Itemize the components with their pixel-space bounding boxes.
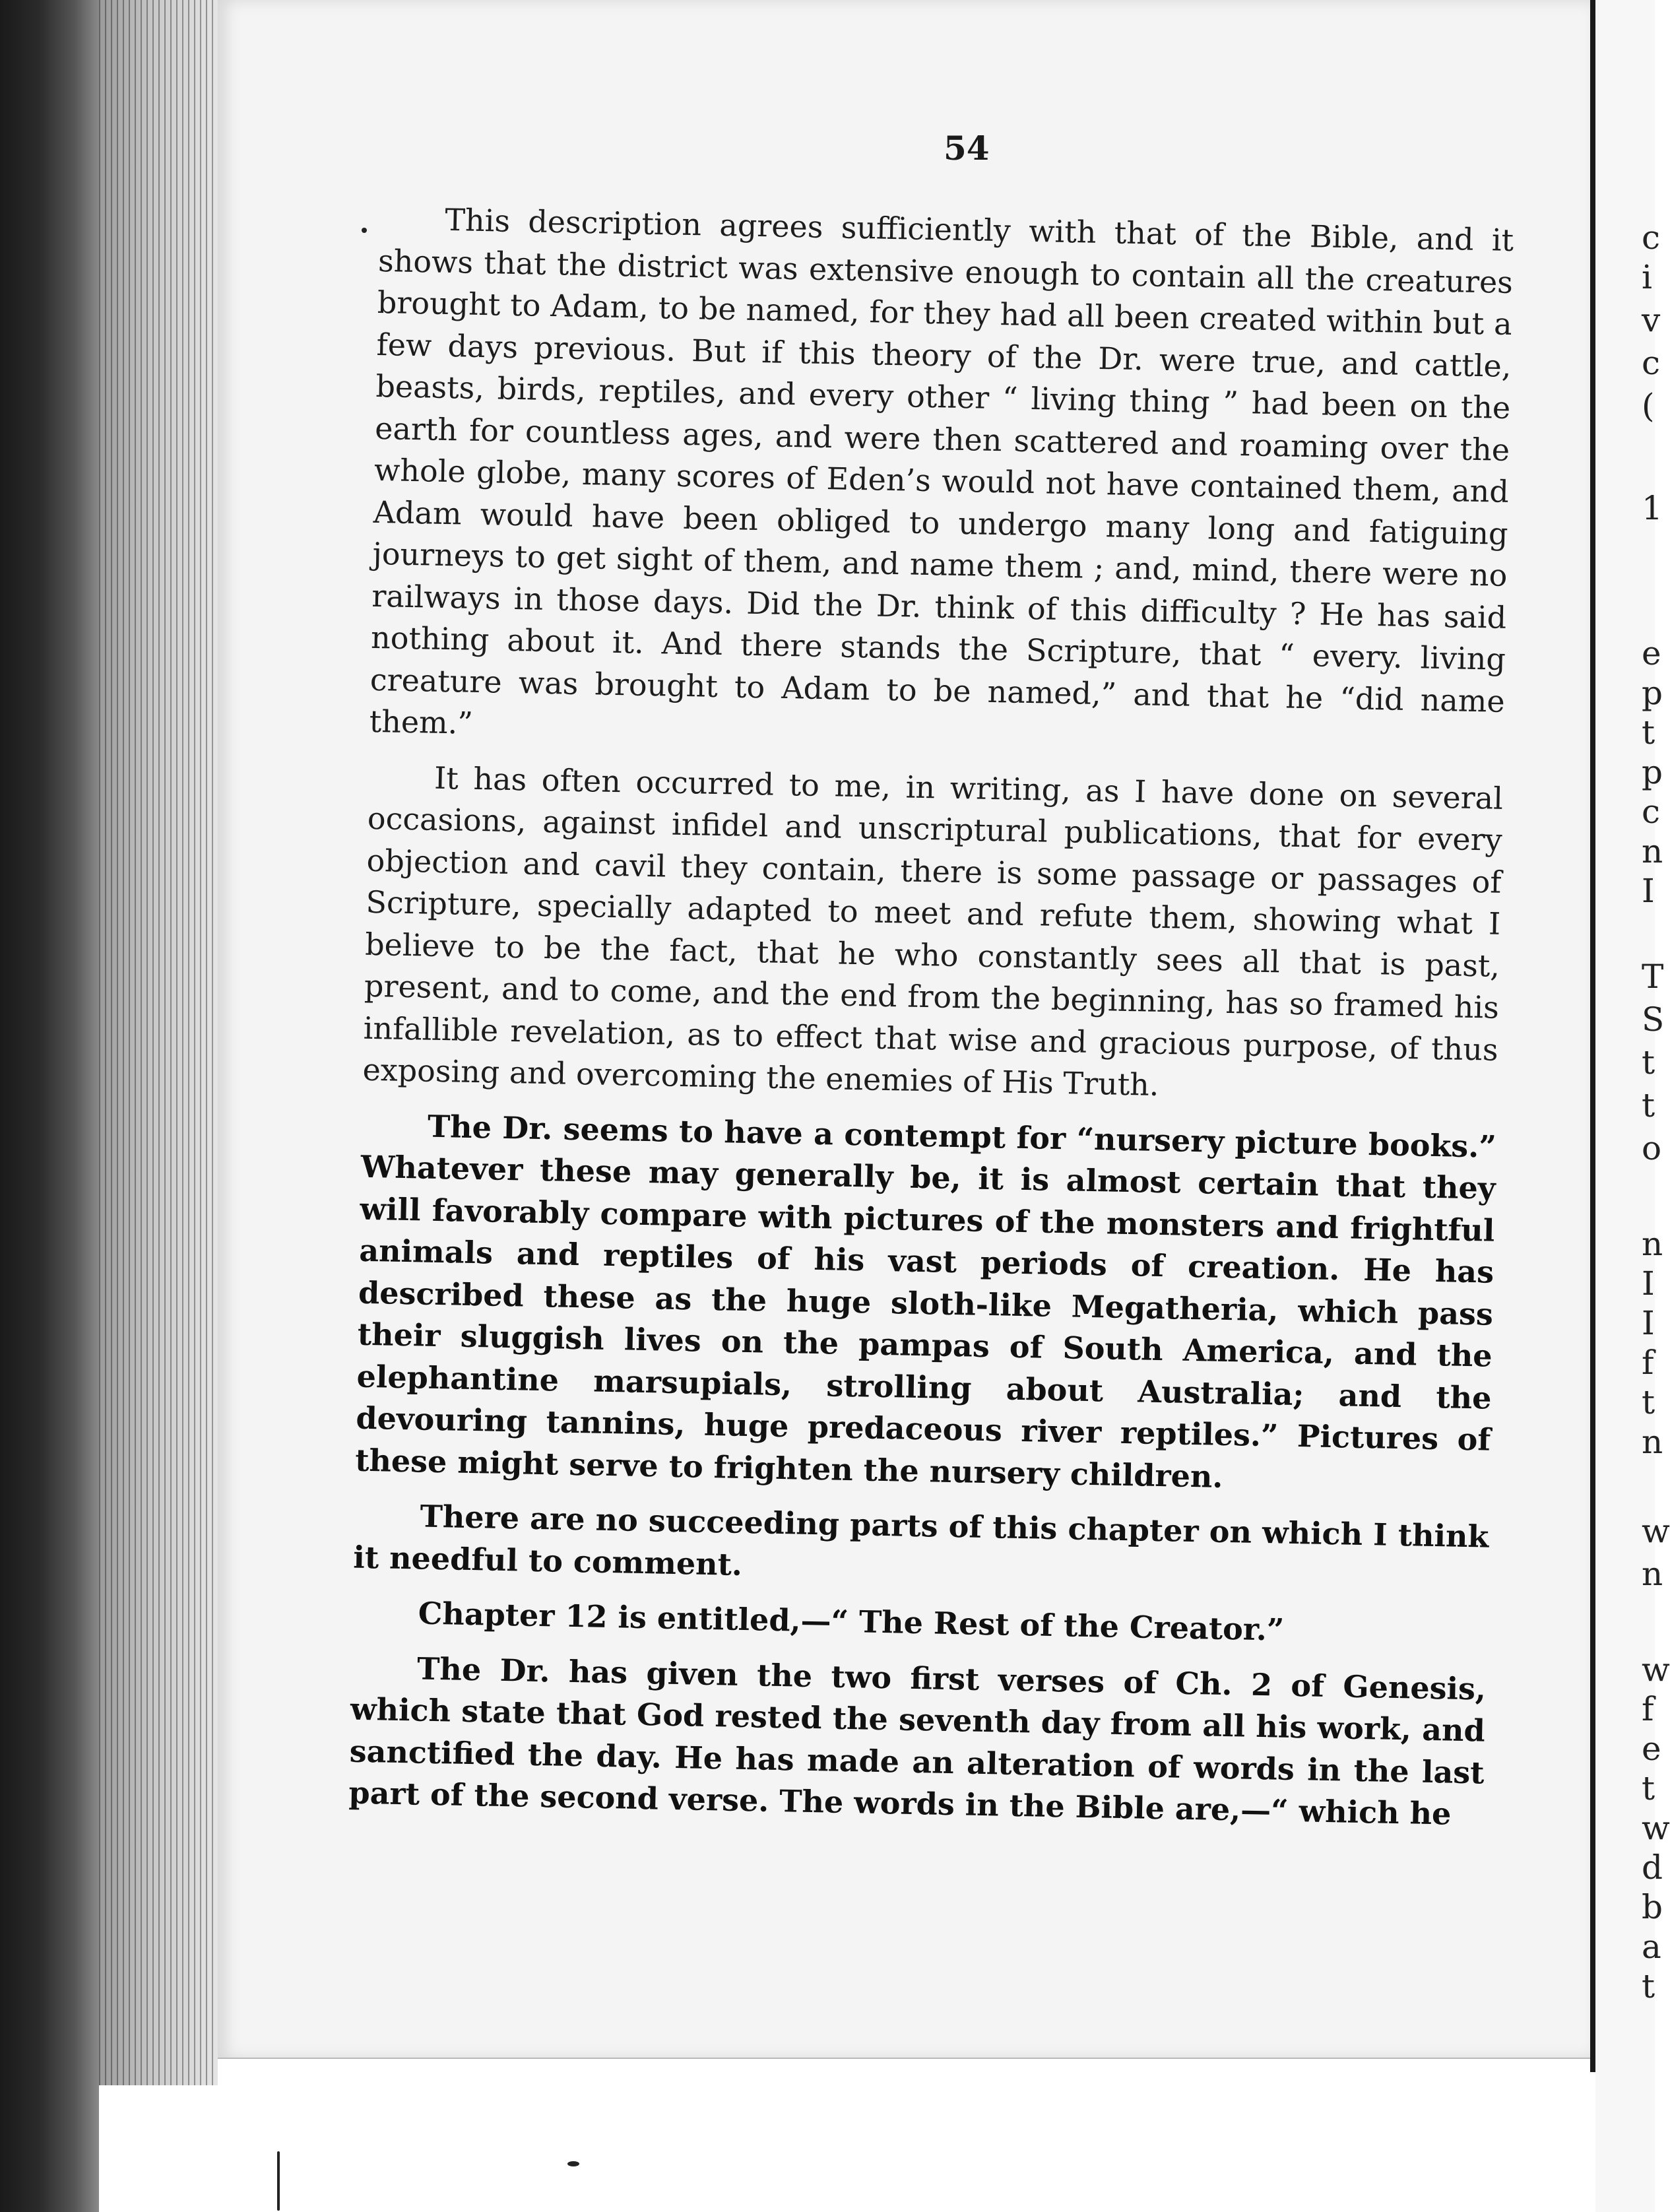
next-page-fragment: o — [1642, 1129, 1662, 1167]
next-page-fragment: w — [1642, 1512, 1670, 1550]
next-page-fragment: ( — [1642, 387, 1655, 425]
next-page-fragment: n — [1642, 832, 1663, 870]
paragraph-no-further-comment: There are no succeeding parts of this chapter on which I think it needful to comment. — [352, 1498, 1489, 1582]
scan-speck — [277, 2151, 280, 2211]
scan-margin — [218, 2059, 1597, 2212]
next-page-fragment: n — [1642, 1423, 1663, 1461]
page-divider — [1590, 0, 1595, 2072]
next-page-fragment: I — [1642, 872, 1655, 910]
next-page-fragment: w — [1642, 1650, 1670, 1689]
next-page-fragment: I — [1642, 1304, 1655, 1342]
next-page-fragment: t — [1642, 1769, 1655, 1807]
page-number: 54 — [944, 129, 990, 168]
next-page-fragment: t — [1642, 1383, 1655, 1421]
paragraph-nursery-picture-books: The Dr. seems to have a contempt for “nursery picture books.” Whatever these may generally be, it is almost certain that they will favorably compare with pictures of the monsters and frightful animals and reptiles of his vast periods of creation. He has described these as the huge sloth-like Megatheria, which pass their sluggish lives on the pampas of South America, and the elephantine marsupials, strolling about Australia; and the devouring tannins, huge predaceous river reptiles.” Pictures of these might serve to frighten the nursery children. — [354, 1108, 1497, 1495]
next-page-fragment: p — [1642, 674, 1663, 712]
next-page-fragment: I — [1642, 1264, 1655, 1303]
next-page-fragment: t — [1642, 1043, 1655, 1082]
scan-speck — [362, 228, 367, 233]
next-page-fragment: v — [1642, 301, 1661, 339]
next-page-fragment: t — [1642, 713, 1655, 752]
next-page-fragment: d — [1642, 1848, 1663, 1887]
next-page-strip — [1595, 0, 1670, 2212]
next-page-fragment: t — [1642, 1967, 1655, 2005]
next-page-fragment: t — [1642, 1086, 1655, 1124]
next-page-fragment: b — [1642, 1888, 1663, 1926]
next-page-fragment: n — [1642, 1225, 1663, 1263]
next-page-fragment: 1 — [1642, 489, 1663, 527]
next-page-fragment: c — [1642, 218, 1661, 257]
next-page-fragment: p — [1642, 753, 1663, 791]
paragraph-genesis-verses: The Dr. has given the two first verses of Ch. 2 of Genesis, which state that God rested the seventh day from all his work, and sanctified the day. He has made an alteration of words in the last part of the second verse. The words in the Bible are,—“ which he — [348, 1650, 1487, 1832]
page-text — [348, 198, 1514, 1849]
next-page-fragment: n — [1642, 1555, 1663, 1593]
next-page-fragment: e — [1642, 634, 1661, 672]
next-page-fragment: f — [1642, 1690, 1654, 1728]
next-page-fragment: f — [1642, 1344, 1654, 1382]
next-page-fragment: T — [1642, 958, 1664, 996]
paragraph-eden-description: This description agrees sufficiently with that of the Bible, and it shows that the district was extensive enough to contain all the creatures brought to Adam, to be named, for they had all been created within but a few days previous. But if this theory of the Dr. were true, and cattle, beasts, birds, reptiles, and every other “ living thing ” had been on the earth for countless ages, and were then scattered and roaming over the whole globe, many scores of Eden’s would not have contained them, and Adam would have been obliged to undergo many long and fatiguing journeys to get sight of them, and name them ; and, mind, there were no railways in those days. Did the Dr. think of this difficulty ? He has said nothing about it. And there stands the Scripture, that “ every. living creature was brought to Adam to be named,” and that he “did name them.” — [369, 201, 1514, 741]
next-page-fragment: c — [1642, 344, 1661, 382]
next-page-fragment: S — [1642, 1000, 1665, 1039]
scan-speck — [567, 2161, 579, 2166]
paragraph-chapter-12-title: Chapter 12 is entitled,—“ The Rest of the Creator.” — [418, 1595, 1285, 1648]
next-page-fragment: e — [1642, 1730, 1661, 1768]
next-page-fragment: i — [1642, 258, 1652, 296]
book-binding — [0, 0, 99, 2212]
next-page-fragment: c — [1642, 793, 1661, 831]
next-page-fragment: a — [1642, 1928, 1661, 1966]
paragraph-scripture-refutes: It has often occurred to me, in writing, as I have done on several occasions, against infidel and unscriptural publications, that for every objection and cavil they contain, there is some passage or passages of Scripture, specially adapted to meet and refute them, showing what I believe to be the fact, that he who constantly sees all that is past, present, and to come, and the end from the beginning, has so framed his infallible revelation, as to effect that wise and gracious purpose, of thus exposing and overcoming the enemies of His Truth. — [362, 760, 1504, 1103]
next-page-fragment: w — [1642, 1809, 1670, 1847]
